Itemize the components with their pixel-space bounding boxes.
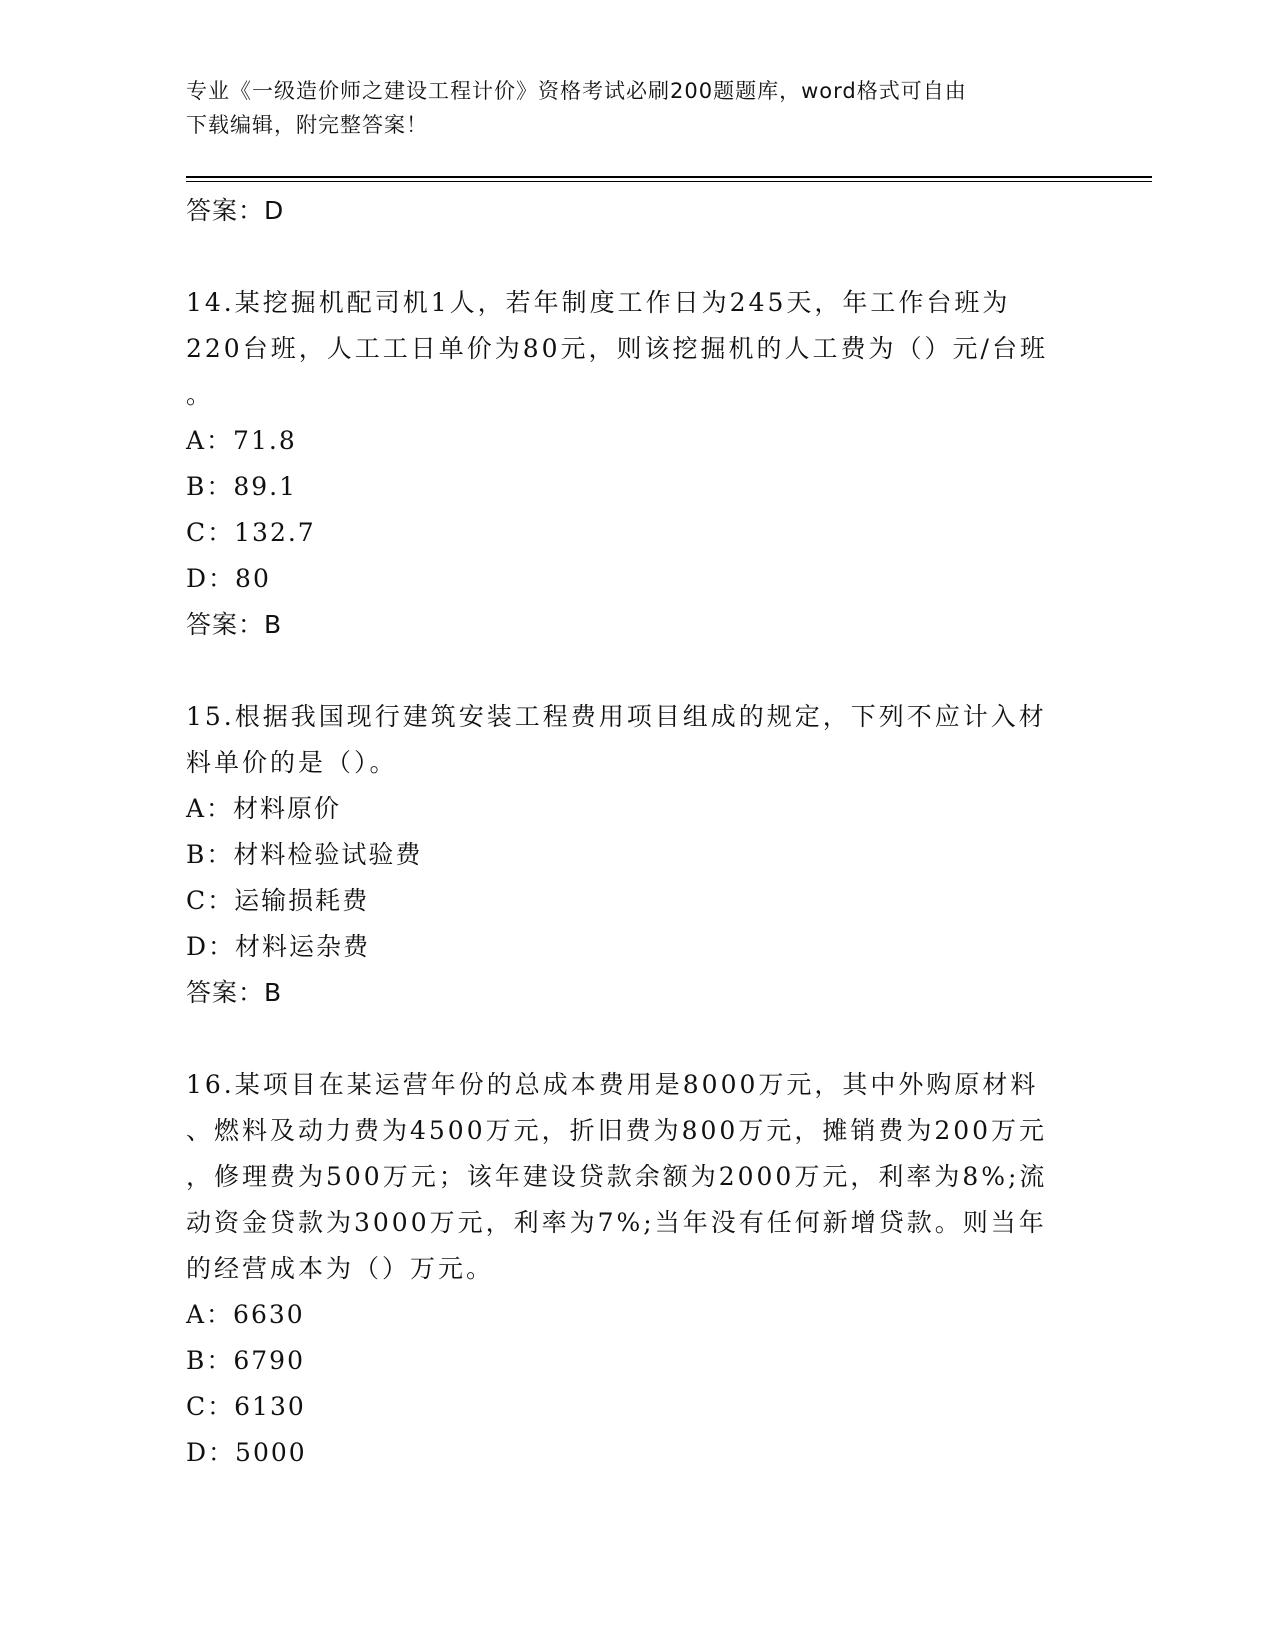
option-a: A：材料原价 [186,794,342,823]
question-15 [186,694,1086,1016]
option-b: B：6790 [186,1346,305,1375]
header-line-1: 专业《一级造价师之建设工程计价》资格考试必刷200题题库，word格式可自由 [186,79,967,103]
spacer [186,648,1086,694]
header-line-2: 下载编辑，附完整答案！ [186,113,428,137]
answer: 答案：B [186,610,283,639]
question-stem-line: 15.根据我国现行建筑安装工程费用项目组成的规定，下列不应计入材 [186,702,1047,731]
question-stem-line: 动资金贷款为3000万元，利率为7%;当年没有任何新增贷款。则当年 [186,1208,1047,1237]
document-header [186,74,1066,142]
option-a: A：6630 [186,1300,305,1329]
option-c: C：6130 [186,1392,306,1421]
question-16 [186,1062,1086,1476]
question-stem-line: 。 [186,380,215,409]
question-stem-line: 、燃料及动力费为4500万元，折旧费为800万元，摊销费为200万元 [186,1116,1048,1145]
question-stem-line: 的经营成本为（）万元。 [186,1254,495,1283]
question-stem-line: 16.某项目在某运营年份的总成本费用是8000万元，其中外购原材料 [186,1070,1039,1099]
question-stem-line: 220台班，人工工日单价为80元，则该挖掘机的人工费为（）元/台班 [186,334,1048,363]
option-d: D：材料运杂费 [186,932,371,961]
question-stem-line: 14.某挖掘机配司机1人，若年制度工作日为245天，年工作台班为 [186,288,1011,317]
question-list [186,188,1086,1476]
header-divider-thick [186,176,1152,178]
question-stem-line: ，修理费为500万元；该年建设贷款余额为2000万元，利率为8%;流 [186,1162,1048,1191]
option-c: C：运输损耗费 [186,886,370,915]
answer: 答案：B [186,978,283,1007]
spacer [186,1016,1086,1062]
option-d: D：80 [186,564,271,593]
option-d: D：5000 [186,1438,307,1467]
question-14 [186,280,1086,648]
option-a: A：71.8 [186,426,297,455]
spacer [186,234,1086,280]
question-stem-line: 料单价的是（）。 [186,748,398,777]
option-b: B：材料检验试验费 [186,840,423,869]
option-c: C：132.7 [186,518,316,547]
option-b: B：89.1 [186,472,298,501]
previous-answer: 答案：D [186,196,285,225]
header-divider-thin [186,181,1152,182]
